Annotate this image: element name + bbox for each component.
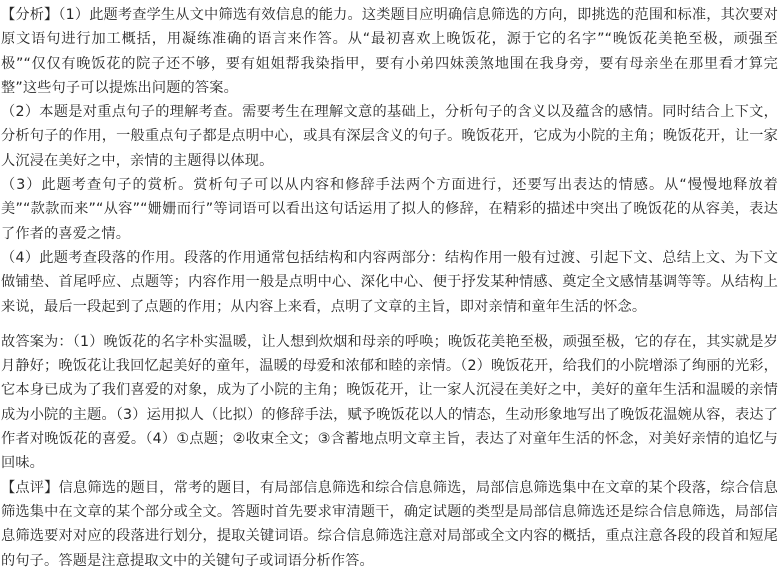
comment-paragraph: 【点评】信息筛选的题目，常考的题目，有局部信息筛选和综合信息筛选，局部信息筛选集中在文章的某个段落，综合信息筛选集中在文章的某个部分或全文。答题时首先要求审清题干，确定试题的类型是局部信息筛选还是综合信息筛选，局部信息筛选要对对应的段落进行划分，提取关键词语。综合信息筛选注意对局部或全文内容的概括，重点注意各段的段首和短尾的句子。答题是注意提取文中的关键句子或词语分析作答。	[1, 479, 778, 569]
analysis-paragraph-4: （4）此题考查段落的作用。段落的作用通常包括结构和内容两部分：结构作用一般有过渡、引起下文、总结上文、为下文做铺垫、首尾呼应、点题等；内容作用一般是点明中心、深化中心、便于抒发某种情感、奠定全文感情基调等等。从结构上来说，最后一段起到了点题的作用；从内容上来看，点明了文章的主旨，即对亲情和童年生活的怀念。	[1, 249, 778, 315]
analysis-paragraph-1: 【分析】（1）此题考查学生从文中筛选有效信息的能力。这类题目应明确信息筛选的方向，即挑选的范围和标准，其次要对原文语句进行加工概括，用凝练准确的语言来作答。从“最初喜欢上晚饭花，源于它的名字”“晚饭花美艳至极，顽强至极”“仅仅有晚饭花的院子还不够，要有姐姐帮我染指甲，要有小弟四妹羡煞地围在我身旁，要有母亲坐在那里看才算完整”这些句子可以提炼出问题的答案。	[1, 7, 778, 96]
analysis-paragraph-3: （3）此题考查句子的赏析。赏析句子可以从内容和修辞手法两个方面进行，还要写出表达的情感。从“慢慢地释放着美”“款款而来”“从容”“姗姗而行”等词语可以看出这句话运用了拟人的修辞，在精彩的描述中突出了晚饭花的从容美，表达了作者的喜爱之情。	[1, 177, 778, 242]
answer-paragraph: 故答案为：（1）晚饭花的名字朴实温暖，让人想到炊烟和母亲的呼唤；晚饭花美艳至极，顽强至极，它的存在，其实就是岁月静好；晚饭花让我回忆起美好的童年，温暖的母爱和浓郁和睦的亲情。（2）晚饭花开，给我们的小院增添了绚丽的光彩，它本身已成为了我们喜爱的对象，成为了小院的主角；晚饭花开，让一家人沉浸在美好之中，美好的童年生活和温暖的亲情成为小院的主题。（3）运用拟人（比拟）的修辞手法，赋予晚饭花以人的情态，生动形象地写出了晚饭花温婉从容，表达了作者对晚饭花的喜爱。（4）①点题；②收束全文；③含蓄地点明文章主旨，表达了对童年生活的怀念，对美好亲情的追忆与回味。	[1, 333, 778, 472]
paragraph-gap	[1, 319, 778, 330]
analysis-paragraph-2: （2）本题是对重点句子的理解考查。需要考生在理解文意的基础上，分析句子的含义以及蕴含的感情。同时结合上下文，分析句子的作用，一般重点句子都是点明中心，或具有深层含义的句子。晚饭花开，它成为小院的主角；晚饭花开，让一家人沉浸在美好之中，亲情的主题得以体现。	[1, 104, 778, 169]
